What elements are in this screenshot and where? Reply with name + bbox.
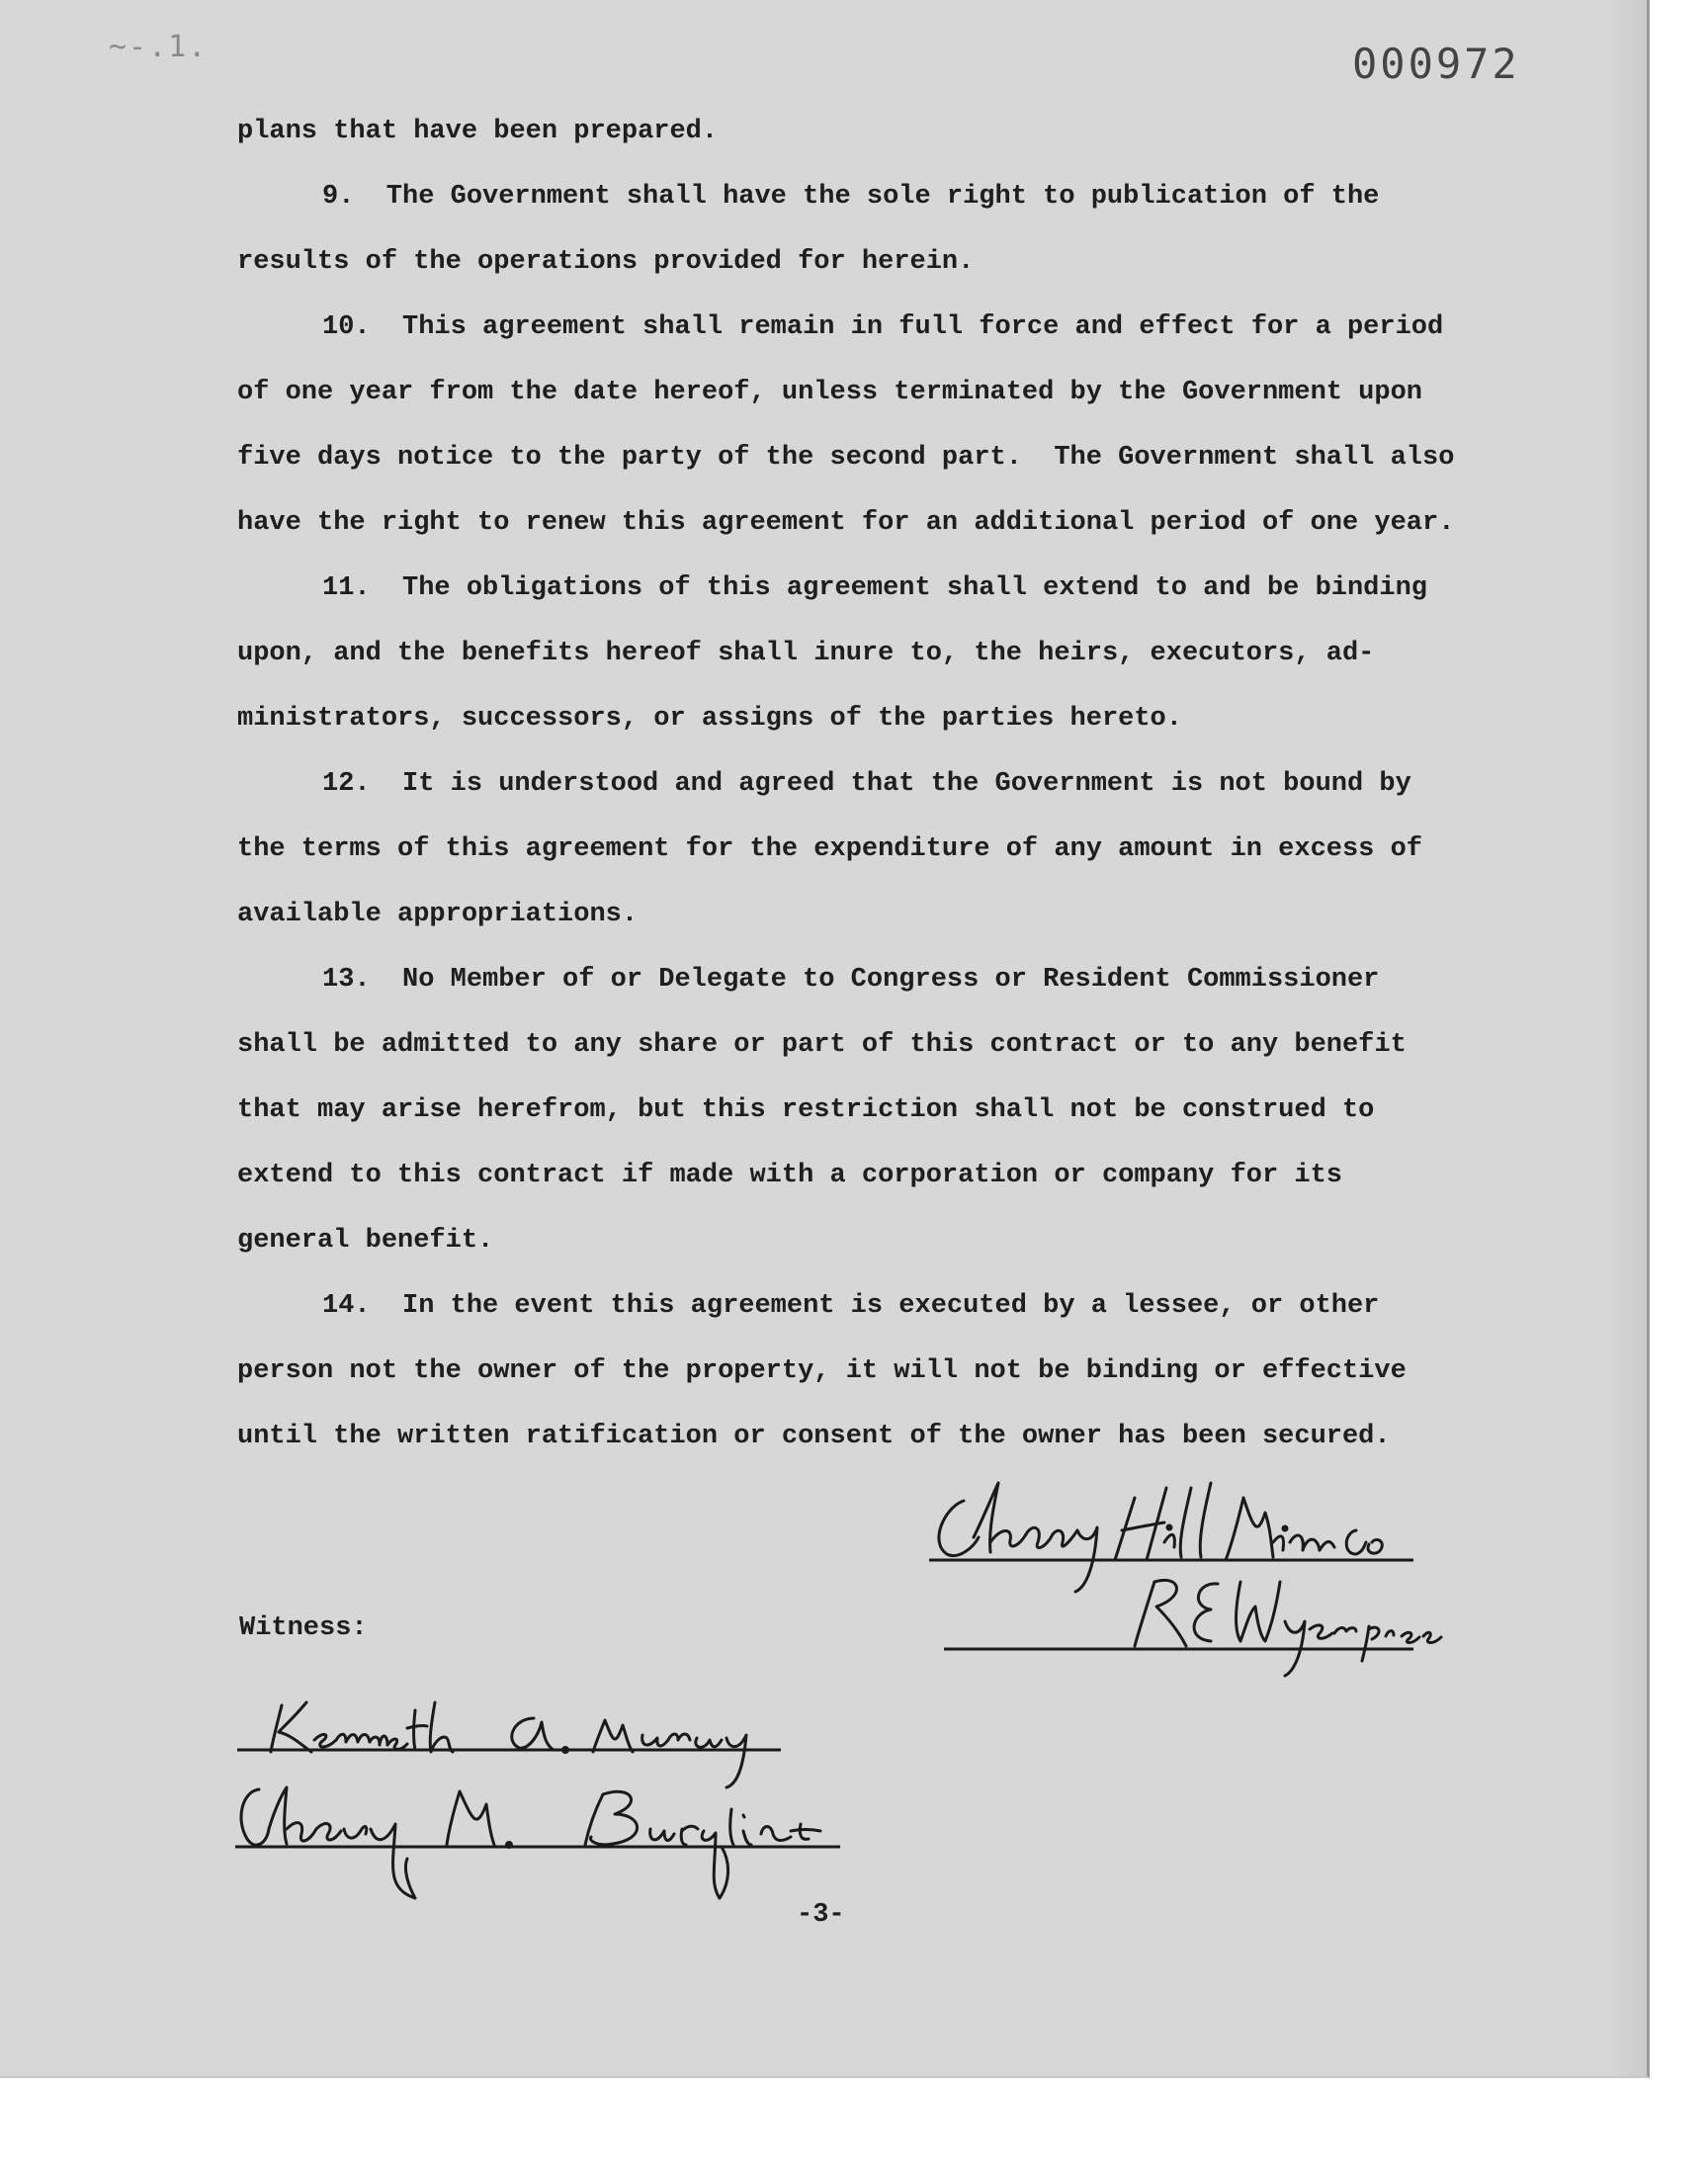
- party-signature-1: [939, 1483, 1382, 1592]
- text-line: general benefit.: [237, 1226, 494, 1256]
- witness-signature-1: [271, 1702, 746, 1787]
- text-line: the terms of this agreement for the expenditure of any amount in excess of: [237, 834, 1422, 864]
- text-line: results of the operations provided for herein.: [237, 247, 975, 277]
- page-number: -3-: [797, 1900, 845, 1930]
- clause-11-start: 11. The obligations of this agreement shall extend to and be binding: [322, 573, 1427, 603]
- text-line: that may arise herefrom, but this restriction shall not be construed to: [237, 1095, 1375, 1125]
- text-line: upon, and the benefits hereof shall inure to, the heirs, executors, ad-: [237, 639, 1375, 668]
- clause-10-start: 10. This agreement shall remain in full force and effect for a period: [322, 312, 1444, 342]
- clause-14-start: 14. In the event this agreement is executed by a lessee, or other: [322, 1291, 1380, 1321]
- clause-9-start: 9. The Government shall have the sole right to publication of the: [322, 182, 1380, 212]
- witness-label: Witness:: [239, 1613, 368, 1643]
- witness-signature-2: [241, 1787, 820, 1898]
- text-line: ministrators, successors, or assigns of the parties hereto.: [237, 704, 1182, 734]
- text-line: extend to this contract if made with a corporation or company for its: [237, 1161, 1342, 1190]
- corner-mark: ~-.1.: [109, 30, 209, 64]
- party-signature-2: [1135, 1580, 1441, 1676]
- clause-12-start: 12. It is understood and agreed that the Government is not bound by: [322, 769, 1411, 799]
- text-line: available appropriations.: [237, 900, 639, 929]
- text-line: of one year from the date hereof, unless terminated by the Government upon: [237, 378, 1422, 407]
- text-line: shall be admitted to any share or part of this contract or to any benefit: [237, 1030, 1407, 1060]
- text-line: have the right to renew this agreement for an additional period of one year.: [237, 508, 1455, 538]
- document-number: 000972: [1352, 40, 1520, 88]
- text-line: five days notice to the party of the second part. The Government shall also: [237, 443, 1455, 473]
- clause-13-start: 13. No Member of or Delegate to Congress or Resident Commissioner: [322, 965, 1380, 995]
- text-line: person not the owner of the property, it will not be binding or effective: [237, 1356, 1407, 1386]
- text-line: until the written ratification or consent of the owner has been secured.: [237, 1422, 1391, 1451]
- text-line: plans that have been prepared.: [237, 117, 719, 146]
